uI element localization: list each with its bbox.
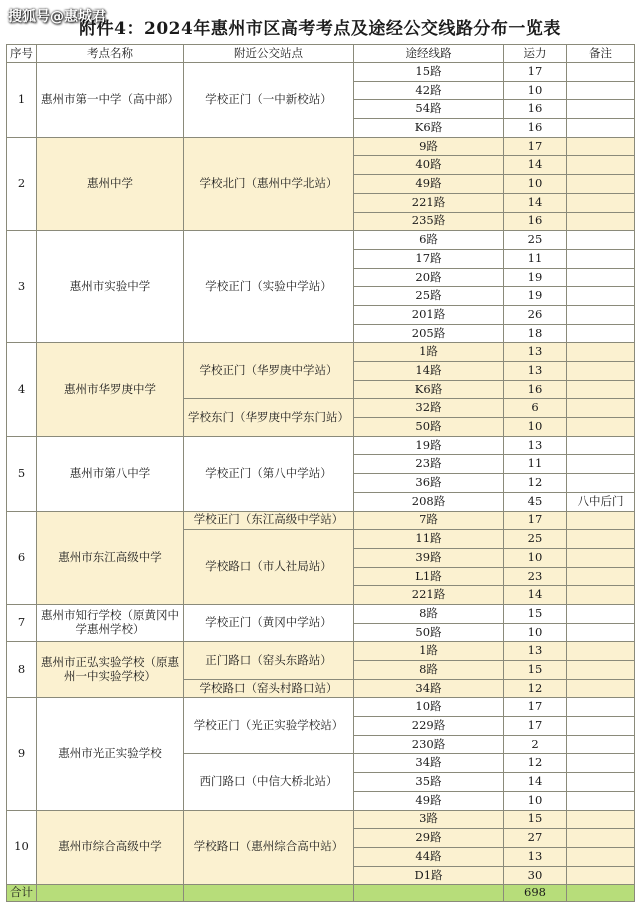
route-name: 221路 bbox=[354, 586, 504, 605]
capacity-value: 27 bbox=[504, 829, 567, 848]
route-name: 44路 bbox=[354, 847, 504, 866]
stop-name: 学校路口（窑头村路口站） bbox=[184, 679, 354, 698]
route-name: 40路 bbox=[354, 156, 504, 175]
note-cell bbox=[567, 455, 635, 474]
capacity-value: 11 bbox=[504, 455, 567, 474]
capacity-value: 26 bbox=[504, 305, 567, 324]
capacity-value: 13 bbox=[504, 362, 567, 381]
note-cell bbox=[567, 773, 635, 792]
total-empty-cell bbox=[184, 885, 354, 902]
note-cell bbox=[567, 156, 635, 175]
stop-name: 学校东门（华罗庚中学东门站） bbox=[184, 399, 354, 436]
school-name: 惠州市实验中学 bbox=[37, 231, 184, 343]
note-cell bbox=[567, 604, 635, 623]
school-index: 6 bbox=[7, 511, 37, 604]
capacity-value: 15 bbox=[504, 604, 567, 623]
stop-name: 学校正门（黄冈中学站） bbox=[184, 604, 354, 641]
route-name: 49路 bbox=[354, 791, 504, 810]
capacity-value: 2 bbox=[504, 735, 567, 754]
header-stop: 附近公交站点 bbox=[184, 45, 354, 63]
capacity-value: 13 bbox=[504, 436, 567, 455]
school-index: 4 bbox=[7, 343, 37, 436]
school-name: 惠州市东江高级中学 bbox=[37, 511, 184, 604]
stop-name: 学校正门（光正实验学校站） bbox=[184, 698, 354, 754]
note-cell bbox=[567, 380, 635, 399]
capacity-value: 17 bbox=[504, 63, 567, 82]
capacity-value: 25 bbox=[504, 530, 567, 549]
table-row bbox=[7, 63, 635, 82]
note-cell bbox=[567, 511, 635, 530]
route-name: 10路 bbox=[354, 698, 504, 717]
note-cell bbox=[567, 810, 635, 829]
capacity-value: 10 bbox=[504, 81, 567, 100]
note-cell bbox=[567, 530, 635, 549]
route-name: 32路 bbox=[354, 399, 504, 418]
capacity-value: 14 bbox=[504, 156, 567, 175]
note-cell bbox=[567, 698, 635, 717]
route-name: 9路 bbox=[354, 137, 504, 156]
capacity-value: 14 bbox=[504, 773, 567, 792]
capacity-value: 11 bbox=[504, 249, 567, 268]
bus-route-table bbox=[6, 44, 635, 902]
header-school: 考点名称 bbox=[37, 45, 184, 63]
stop-name: 学校正门（第八中学站） bbox=[184, 436, 354, 511]
route-name: 35路 bbox=[354, 773, 504, 792]
capacity-value: 12 bbox=[504, 679, 567, 698]
note-cell bbox=[567, 119, 635, 138]
capacity-value: 17 bbox=[504, 511, 567, 530]
note-cell bbox=[567, 548, 635, 567]
school-name: 惠州市华罗庚中学 bbox=[37, 343, 184, 436]
route-name: 8路 bbox=[354, 661, 504, 680]
capacity-value: 13 bbox=[504, 847, 567, 866]
capacity-value: 17 bbox=[504, 137, 567, 156]
capacity-value: 13 bbox=[504, 343, 567, 362]
route-name: 42路 bbox=[354, 81, 504, 100]
route-name: 208路 bbox=[354, 492, 504, 511]
school-name: 惠州市第八中学 bbox=[37, 436, 184, 511]
route-name: 19路 bbox=[354, 436, 504, 455]
route-name: 50路 bbox=[354, 623, 504, 642]
stop-name: 学校路口（市人社局站） bbox=[184, 530, 354, 605]
capacity-value: 18 bbox=[504, 324, 567, 343]
note-cell bbox=[567, 175, 635, 194]
note-cell bbox=[567, 287, 635, 306]
note-cell: 八中后门 bbox=[567, 492, 635, 511]
capacity-value: 10 bbox=[504, 623, 567, 642]
note-cell bbox=[567, 847, 635, 866]
route-name: 15路 bbox=[354, 63, 504, 82]
route-name: 34路 bbox=[354, 679, 504, 698]
header-note: 备注 bbox=[567, 45, 635, 63]
capacity-value: 12 bbox=[504, 474, 567, 493]
capacity-value: 16 bbox=[504, 119, 567, 138]
route-name: 229路 bbox=[354, 717, 504, 736]
note-cell bbox=[567, 866, 635, 885]
note-cell bbox=[567, 100, 635, 119]
route-name: 49路 bbox=[354, 175, 504, 194]
school-index: 9 bbox=[7, 698, 37, 810]
note-cell bbox=[567, 567, 635, 586]
stop-name: 学校正门（一中新校站） bbox=[184, 63, 354, 138]
capacity-value: 10 bbox=[504, 548, 567, 567]
capacity-value: 6 bbox=[504, 399, 567, 418]
capacity-value: 16 bbox=[504, 100, 567, 119]
route-name: 201路 bbox=[354, 305, 504, 324]
school-name: 惠州市正弘实验学校（原惠州一中实验学校） bbox=[37, 642, 184, 698]
school-name: 惠州市第一中学（高中部） bbox=[37, 63, 184, 138]
total-label: 合计 bbox=[7, 885, 37, 902]
route-name: 17路 bbox=[354, 249, 504, 268]
total-empty-cell bbox=[37, 885, 184, 902]
note-cell bbox=[567, 324, 635, 343]
note-cell bbox=[567, 679, 635, 698]
route-name: 3路 bbox=[354, 810, 504, 829]
note-cell bbox=[567, 735, 635, 754]
stop-name: 正门路口（窑头东路站） bbox=[184, 642, 354, 679]
capacity-value: 30 bbox=[504, 866, 567, 885]
table-row bbox=[7, 231, 635, 250]
header-route: 途经线路 bbox=[354, 45, 504, 63]
route-name: 29路 bbox=[354, 829, 504, 848]
capacity-value: 45 bbox=[504, 492, 567, 511]
route-name: 8路 bbox=[354, 604, 504, 623]
table-header-row bbox=[7, 45, 635, 63]
capacity-value: 14 bbox=[504, 193, 567, 212]
school-name: 惠州市知行学校（原黄冈中学惠州学校） bbox=[37, 604, 184, 641]
capacity-value: 17 bbox=[504, 717, 567, 736]
capacity-value: 15 bbox=[504, 661, 567, 680]
table-row bbox=[7, 511, 635, 530]
school-index: 2 bbox=[7, 137, 37, 230]
header-index: 序号 bbox=[7, 45, 37, 63]
school-index: 7 bbox=[7, 604, 37, 641]
route-name: 34路 bbox=[354, 754, 504, 773]
capacity-value: 10 bbox=[504, 175, 567, 194]
note-cell bbox=[567, 791, 635, 810]
route-name: 54路 bbox=[354, 100, 504, 119]
route-name: 25路 bbox=[354, 287, 504, 306]
note-cell bbox=[567, 642, 635, 661]
capacity-value: 15 bbox=[504, 810, 567, 829]
note-cell bbox=[567, 343, 635, 362]
note-cell bbox=[567, 137, 635, 156]
route-name: 7路 bbox=[354, 511, 504, 530]
route-name: 14路 bbox=[354, 362, 504, 381]
capacity-value: 10 bbox=[504, 791, 567, 810]
capacity-value: 23 bbox=[504, 567, 567, 586]
page-title: 附件4：2024年惠州市区高考考点及途经公交线路分布一览表 bbox=[79, 19, 561, 39]
note-cell bbox=[567, 717, 635, 736]
table-row bbox=[7, 137, 635, 156]
capacity-value: 12 bbox=[504, 754, 567, 773]
note-cell bbox=[567, 193, 635, 212]
route-name: 205路 bbox=[354, 324, 504, 343]
stop-name: 西门路口（中信大桥北站） bbox=[184, 754, 354, 810]
note-cell bbox=[567, 399, 635, 418]
route-name: 6路 bbox=[354, 231, 504, 250]
note-cell bbox=[567, 623, 635, 642]
stop-name: 学校正门（实验中学站） bbox=[184, 231, 354, 343]
note-cell bbox=[567, 474, 635, 493]
capacity-value: 10 bbox=[504, 418, 567, 437]
school-index: 3 bbox=[7, 231, 37, 343]
capacity-value: 19 bbox=[504, 287, 567, 306]
note-cell bbox=[567, 63, 635, 82]
school-name: 惠州市综合高级中学 bbox=[37, 810, 184, 885]
note-cell bbox=[567, 249, 635, 268]
capacity-value: 17 bbox=[504, 698, 567, 717]
school-index: 1 bbox=[7, 63, 37, 138]
route-name: 39路 bbox=[354, 548, 504, 567]
total-empty-cell bbox=[567, 885, 635, 902]
note-cell bbox=[567, 586, 635, 605]
capacity-value: 16 bbox=[504, 212, 567, 231]
capacity-value: 25 bbox=[504, 231, 567, 250]
route-name: 221路 bbox=[354, 193, 504, 212]
total-capacity: 698 bbox=[504, 885, 567, 902]
watermark: 搜狐号@惠城君 bbox=[8, 9, 106, 25]
note-cell bbox=[567, 418, 635, 437]
school-index: 8 bbox=[7, 642, 37, 698]
stop-name: 学校正门（东江高级中学站） bbox=[184, 511, 354, 530]
table-body bbox=[7, 63, 635, 885]
route-name: K6路 bbox=[354, 119, 504, 138]
route-name: L1路 bbox=[354, 567, 504, 586]
route-name: 36路 bbox=[354, 474, 504, 493]
route-name: 1路 bbox=[354, 642, 504, 661]
note-cell bbox=[567, 829, 635, 848]
note-cell bbox=[567, 754, 635, 773]
table-row bbox=[7, 642, 635, 661]
note-cell bbox=[567, 305, 635, 324]
route-name: K6路 bbox=[354, 380, 504, 399]
school-index: 5 bbox=[7, 436, 37, 511]
note-cell bbox=[567, 436, 635, 455]
capacity-value: 14 bbox=[504, 586, 567, 605]
stop-name: 学校路口（惠州综合高中站） bbox=[184, 810, 354, 885]
capacity-value: 16 bbox=[504, 380, 567, 399]
note-cell bbox=[567, 362, 635, 381]
total-row bbox=[7, 885, 635, 902]
school-name: 惠州市光正实验学校 bbox=[37, 698, 184, 810]
route-name: D1路 bbox=[354, 866, 504, 885]
route-name: 20路 bbox=[354, 268, 504, 287]
note-cell bbox=[567, 81, 635, 100]
stop-name: 学校北门（惠州中学北站） bbox=[184, 137, 354, 230]
route-name: 235路 bbox=[354, 212, 504, 231]
table-row bbox=[7, 698, 635, 717]
total-empty-cell bbox=[354, 885, 504, 902]
note-cell bbox=[567, 661, 635, 680]
table-row bbox=[7, 810, 635, 829]
route-name: 1路 bbox=[354, 343, 504, 362]
table-row bbox=[7, 604, 635, 623]
route-name: 50路 bbox=[354, 418, 504, 437]
header-capacity: 运力 bbox=[504, 45, 567, 63]
route-name: 230路 bbox=[354, 735, 504, 754]
capacity-value: 13 bbox=[504, 642, 567, 661]
note-cell bbox=[567, 231, 635, 250]
note-cell bbox=[567, 268, 635, 287]
school-name: 惠州中学 bbox=[37, 137, 184, 230]
table-row bbox=[7, 436, 635, 455]
table-row bbox=[7, 343, 635, 362]
route-name: 23路 bbox=[354, 455, 504, 474]
note-cell bbox=[567, 212, 635, 231]
capacity-value: 19 bbox=[504, 268, 567, 287]
school-index: 10 bbox=[7, 810, 37, 885]
route-name: 11路 bbox=[354, 530, 504, 549]
stop-name: 学校正门（华罗庚中学站） bbox=[184, 343, 354, 399]
